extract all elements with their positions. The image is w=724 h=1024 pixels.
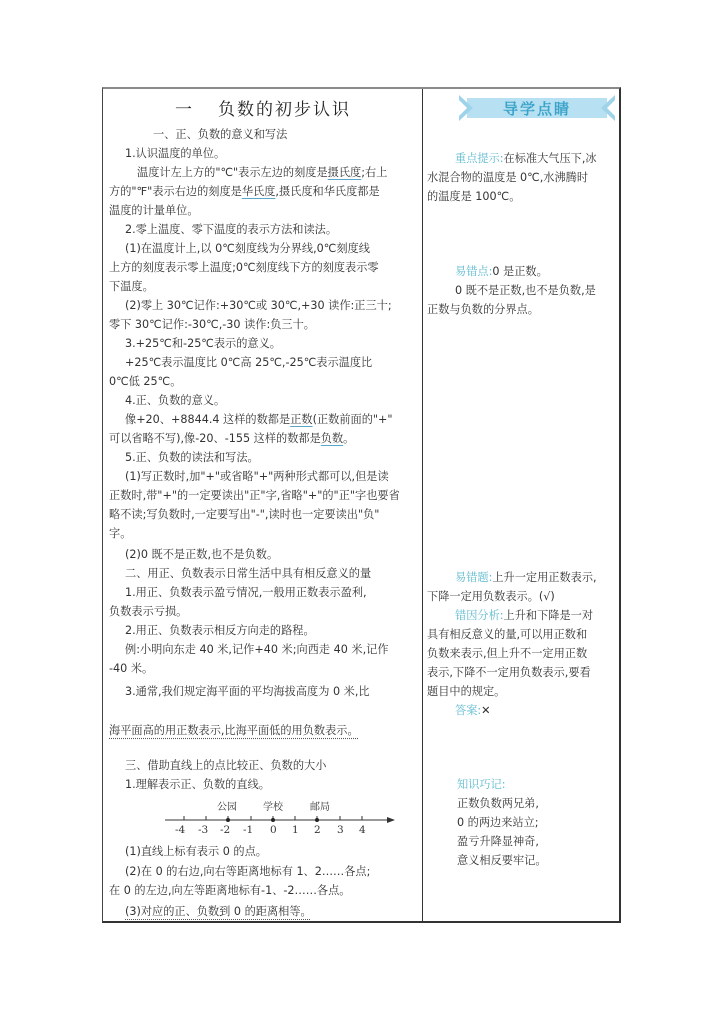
error-question-line: 下降一定用负数表示。(√) — [427, 590, 555, 603]
paragraph-line: (1)写正数时,加"+"或省略"+"两种形式都可以,但是读 — [125, 470, 389, 483]
answer-tag: 答案: — [455, 704, 482, 717]
key-term: 正数 — [290, 413, 313, 426]
paragraph-line: (1)在温度计上,以 0℃刻度线为分界线,0℃刻度线 — [125, 242, 370, 255]
point-label-school: 学校 — [263, 802, 283, 813]
key-tip-tag: 重点提示: — [455, 152, 504, 165]
point-label-post-office: 邮局 — [310, 802, 330, 813]
section-heading-2: 二、用正、负数表示日常生活中具有相反意义的量 — [125, 567, 372, 580]
paragraph-line: 可以省略不写),像-20、-155 这样的数都是负数。 — [109, 432, 355, 445]
mnemonic-line: 意义相反要牢记。 — [457, 854, 547, 867]
paragraph-line: +25℃表示温度比 0℃高 25℃,-25℃表示温度比 — [125, 356, 373, 369]
error-analysis-line: 题目中的规定。 — [427, 685, 506, 698]
item-heading: 3.通常,我们规定海平面的平均海拔高度为 0 米,比 — [125, 685, 370, 698]
paragraph-line: 0℃低 25℃。 — [109, 375, 182, 388]
key-term: 摄氏度 — [327, 166, 362, 179]
paragraph-line: 略不读;写负数时,一定要写出"-",读时也一定要读出"负" — [109, 508, 380, 521]
chapter-number: 一 — [175, 100, 194, 120]
mnemonic-line: 正数负数两兄弟, — [457, 797, 539, 810]
paragraph-line: 像+20、+8844.4 这样的数都是正数(正数前面的"+" — [125, 413, 393, 426]
tick-label: -1 — [243, 824, 254, 836]
paragraph-line: 上方的刻度表示零上温度;0℃刻度线下方的刻度表示零 — [109, 261, 379, 274]
error-analysis-tag: 错因分析: — [455, 609, 504, 622]
tick-label: 2 — [314, 824, 321, 836]
tick-label: -4 — [175, 824, 186, 836]
tick-label: -3 — [198, 824, 209, 836]
paragraph-line: 在 0 的左边,向左等距离地标有-1、-2……各点。 — [109, 884, 351, 897]
item-heading: 1.理解表示正、负数的直线。 — [125, 778, 270, 791]
page-title — [109, 95, 417, 120]
mnemonic-line: 盈亏升降显神奇, — [457, 835, 539, 848]
key-tip-line: 的温度是 100℃。 — [427, 190, 521, 203]
tick-label: 0 — [270, 824, 277, 836]
point-label-park: 公园 — [217, 802, 237, 813]
key-tip-line: 重点提示:在标准大气压下,冰 — [455, 152, 597, 165]
number-line-figure — [165, 798, 395, 846]
mnemonic-tag: 知识巧记: — [457, 778, 506, 791]
mnemonic-line: 0 的两边来站立; — [457, 816, 539, 829]
error-analysis-line: 负数来表示,但上升不一定用正数 — [427, 647, 588, 660]
paragraph-line: 零下 30℃记作:-30℃,-30 读作:负三十。 — [109, 318, 315, 331]
error-question-line: 易错题:上升一定用正数表示, — [455, 571, 597, 584]
answer-cross-icon: ✕ — [481, 704, 491, 717]
tick-label: 1 — [292, 824, 299, 836]
error-question-tag: 易错题: — [455, 571, 493, 584]
tick-label: -2 — [220, 824, 231, 836]
section-heading-3: 三、借助直线上的点比较正、负数的大小 — [125, 759, 327, 772]
paragraph-line: 方的"℉"表示右边的刻度是华氏度,摄氏度和华氏度都是 — [109, 185, 380, 198]
paragraph-line: 温度的计量单位。 — [109, 204, 199, 217]
error-analysis-line: 具有相反意义的量,可以用正数和 — [427, 628, 588, 641]
item-heading: 1.认识温度的单位。 — [125, 147, 226, 160]
error-analysis-line: 表示,下降不一定用负数表示,要看 — [427, 666, 591, 679]
item-heading: 2.零上温度、零下温度的表示方法和读法。 — [125, 223, 338, 236]
tick-label: 3 — [337, 824, 344, 836]
item-heading: 2.用正、负数表示相反方向走的路程。 — [125, 624, 315, 637]
banner-title: 导学点睛 — [502, 100, 571, 118]
paragraph-line: (2)零上 30℃记作:+30℃或 30℃,+30 读作:正三十; — [125, 299, 392, 312]
answer-line — [455, 703, 491, 719]
paragraph-line: 例:小明向东走 40 米,记作+40 米;向西走 40 米,记作 — [125, 643, 389, 656]
error-point-line: 0 既不是正数,也不是负数,是 — [455, 284, 596, 297]
paragraph-line: 字。 — [109, 527, 132, 540]
item-heading: 3.+25℃和-25℃表示的意义。 — [125, 337, 281, 350]
error-point-line: 易错点:0 是正数。 — [455, 265, 548, 278]
error-analysis-line: 错因分析:上升和下降是一对 — [455, 609, 594, 622]
error-point-tag: 易错点: — [455, 265, 493, 278]
tick-label: 4 — [359, 824, 366, 836]
paragraph-line: -40 米。 — [109, 662, 154, 675]
guidance-banner — [457, 95, 617, 121]
item-heading: 5.正、负数的读法和写法。 — [125, 451, 259, 464]
key-tip-line: 水混合物的温度是 0℃,水沸腾时 — [427, 171, 589, 184]
emphasized-line: 海平面高的用正数表示,比海平面低的用负数表示。 — [109, 724, 359, 737]
paragraph-line: (2)在 0 的右边,向右等距离地标有 1、2……各点; — [125, 865, 371, 878]
key-term: 华氏度 — [241, 185, 276, 198]
key-term: 负数 — [320, 432, 344, 445]
paragraph-line: (2)0 既不是正数,也不是负数。 — [125, 548, 279, 561]
section-heading-1: 一、正、负数的意义和写法 — [153, 128, 288, 141]
paragraph-line: 负数表示亏损。 — [109, 605, 188, 618]
item-heading: 4.正、负数的意义。 — [125, 394, 226, 407]
paragraph-line: 正数时,带"+"的一定要读出"正"字,省略"+"的"正"字也要省 — [109, 489, 400, 502]
paragraph-line: 下温度。 — [109, 280, 154, 293]
column-divider — [422, 89, 423, 921]
paragraph-line: (1)直线上标有表示 0 的点。 — [125, 845, 267, 858]
error-point-line: 正数与负数的分界点。 — [427, 303, 539, 316]
paragraph-line: 温度计左上方的"℃"表示左边的刻度是摄氏度;右上 — [137, 166, 388, 179]
item-heading: 1.用正、负数表示盈亏情况,一般用正数表示盈利, — [125, 586, 367, 599]
chapter-title: 负数的初步认识 — [218, 100, 351, 120]
emphasized-line: (3)对应的正、负数到 0 的距离相等。 — [125, 905, 312, 918]
worksheet-table — [102, 87, 621, 923]
